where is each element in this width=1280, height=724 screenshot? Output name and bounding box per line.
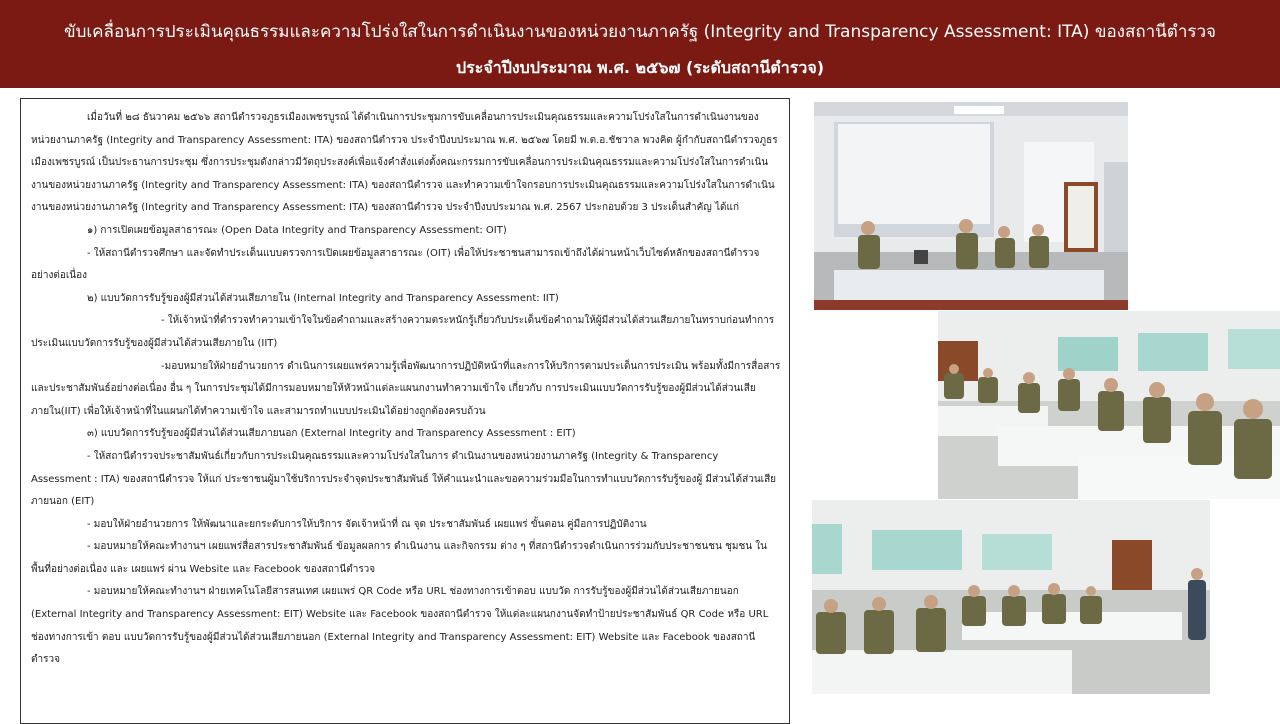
section-1-title: ๑) การเปิดเผยข้อมูลสาธารณะ (Open Data Integrity and Transparency Assessment: OIT)	[87, 224, 507, 236]
page-header	[0, 0, 1280, 88]
meeting-photo-attendees-right	[938, 311, 1280, 499]
section-2-item: -มอบหมายให้ฝ่ายอำนวยการ ดำเนินการเผยแพร่ความรู้เพื่อพัฒนาการปฏิบัติหน้าที่และการให้บริการตามประเด็นการประเมิน พร้อมทั้งมีการสื่อสารและประชาสัมพันธ์อย่างต่อเนื่อง อื่น ๆ ในการประชุมได้มีการมอบหมายให้หัวหน้าแต่ละแผนกงานทำความเข้าใจ เกี่ยวกับ การประเมินแบบวัดการรับรู้ของผู้มีส่วนได้ส่วนเสียภายใน(IIT) เพื่อให้เจ้าหน้าที่ในแผนกได้ทำความเข้าใจ และสามารถทำแบบประเมินได้อย่างถูกต้องครบถ้วน	[31, 360, 781, 417]
intro-paragraph: เมื่อวันที่ ๒๘ ธันวาคม ๒๕๖๖ สถานีตำรวจภูธรเมืองเพชรบูรณ์ ได้ดำเนินการประชุมการขับเคลื่อนการประเมินคุณธรรมและความโปร่งใสในการดำเนินงานของหน่วยงานภาครัฐ (Integrity and Transparency Assessment: ITA) ของสถานีตำรวจ ประจำปีงบประมาณ พ.ศ. ๒๕๖๗ โดยมี พ.ต.อ.ชัชวาล พวงคิด ผู้กำกับสถานีตำรวจภูธรเมืองเพชรบูรณ์ เป็นประธานการประชุม ซึ่งการประชุมดังกล่าวมีวัตถุประสงค์เพื่อแจ้งคำสั่งแต่งตั้งคณะกรรมการขับเคลื่อนการประเมินคุณธรรมและความโปร่งใสในการดำเนินงานของหน่วยงานภาครัฐ (Integrity and Transparency Assessment: ITA) ของสถานีตำรวจ และทำความเข้าใจกรอบการประเมินคุณธรรมและความโปร่งใสในการดำเนินงานของหน่วยงานภาครัฐ (Integrity and Transparency Assessment: ITA) ของสถานีตำรวจ ประจำปีงบประมาณ พ.ศ. 2567 ประกอบด้วย 3 ประเด็นสำคัญ ได้แก่	[31, 112, 778, 214]
page-subtitle: ประจำปีงบประมาณ พ.ศ. ๒๕๖๗ (ระดับสถานีตำรวจ)	[455, 58, 825, 77]
section-2-title: ๒) แบบวัดการรับรู้ของผู้มีส่วนได้ส่วนเสียภายใน (Internal Integrity and Transparency Assessment: IIT)	[87, 292, 559, 304]
article-text-box	[20, 98, 790, 724]
section-3-title: ๓) แบบวัดการรับรู้ของผู้มีส่วนได้ส่วนเสียภายนอก (External Integrity and Transparency Assessment : EIT)	[87, 428, 576, 440]
section-3-item: - มอบหมายให้คณะทำงานฯ เผยแพร่สื่อสารประชาสัมพันธ์ ข้อมูลผลการ ดำเนินงาน และกิจกรรม ต่าง ๆ ที่สถานีตำรวจดำเนินการร่วมกับประชาชนชน ชุมชน ในพื้นที่อย่างต่อเนื่อง และ เผยแพร่ ผ่าน Website และ Facebook ของสถานีตำรวจ	[31, 541, 767, 575]
meeting-photo-room-wide	[812, 500, 1210, 694]
section-2-item: - ให้เจ้าหน้าที่ตำรวจทำความเข้าใจในข้อคำถามและสร้างความตระหนักรู้เกี่ยวกับประเด็นข้อคำถามให้ผู้มีส่วนได้ส่วนเสียภายในทราบก่อนทำการประเมินแบบวัดการรับรู้ของผู้มีส่วนได้ส่วนเสียภายใน (IIT)	[31, 315, 775, 349]
page-title: ขับเคลื่อนการประเมินคุณธรรมและความโปร่งใสในการดำเนินงานของหน่วยงานภาครัฐ (Integrity and Transparency Assessment: ITA) ของสถานีตำรวจ	[63, 22, 1217, 42]
section-3-item: - มอบหมายให้คณะทำงานฯ ฝ่ายเทคโนโลยีสารสนเทศ เผยแพร่ QR Code หรือ URL ช่องทางการเข้าตอบ แบบวัด การรับรู้ของผู้มีส่วนได้ส่วนเสียภายนอก (External Integrity and Transparency Assessment: EIT) Website และ Facebook ของสถานีตำรวจ ให้แต่ละแผนกงานจัดทำป้ายประชาสัมพันธ์ QR Code หรือ URL ช่องทางการเข้า ตอบ แบบวัดการรับรู้ของผู้มีส่วนได้ส่วนเสียภายนอก (External Integrity and Transparency Assessment: EIT) Website และ Facebook ของสถานีตำรวจ	[31, 586, 769, 666]
meeting-photo-head-table	[814, 102, 1128, 310]
section-1-item: - ให้สถานีตำรวจศึกษา และจัดทำประเด็นแบบตรวจการเปิดเผยข้อมูลสาธารณะ (OIT) เพื่อให้ประชาชนสามารถเข้าถึงได้ผ่านหน้าเว็บไซต์หลักของสถานีตำรวจ อย่างต่อเนื่อง	[31, 247, 760, 282]
section-3-item: - มอบให้ฝ่ายอำนวยการ ให้พัฒนาและยกระดับการให้บริการ จัดเจ้าหน้าที่ ณ จุด ประชาสัมพันธ์ เผยแพร่ ขั้นตอน คู่มือการปฏิบัติงาน	[87, 518, 647, 530]
section-3-item: - ให้สถานีตำรวจประชาสัมพันธ์เกี่ยวกับการประเมินคุณธรรมและความโปร่งใสในการ ดำเนินงานของหน่วยงานภาครัฐ (Integrity & Transparency Assessment : ITA) ของสถานีตำรวจ ให้แก่ ประชาชนผู้มาใช้บริการประจำจุดประชาสัมพันธ์ ให้คำแนะนำและขอความร่วมมือในการทำแบบวัดการรับรู้ของผู้ มีส่วนได้ส่วนเสียภายนอก (EIT)	[31, 450, 777, 508]
